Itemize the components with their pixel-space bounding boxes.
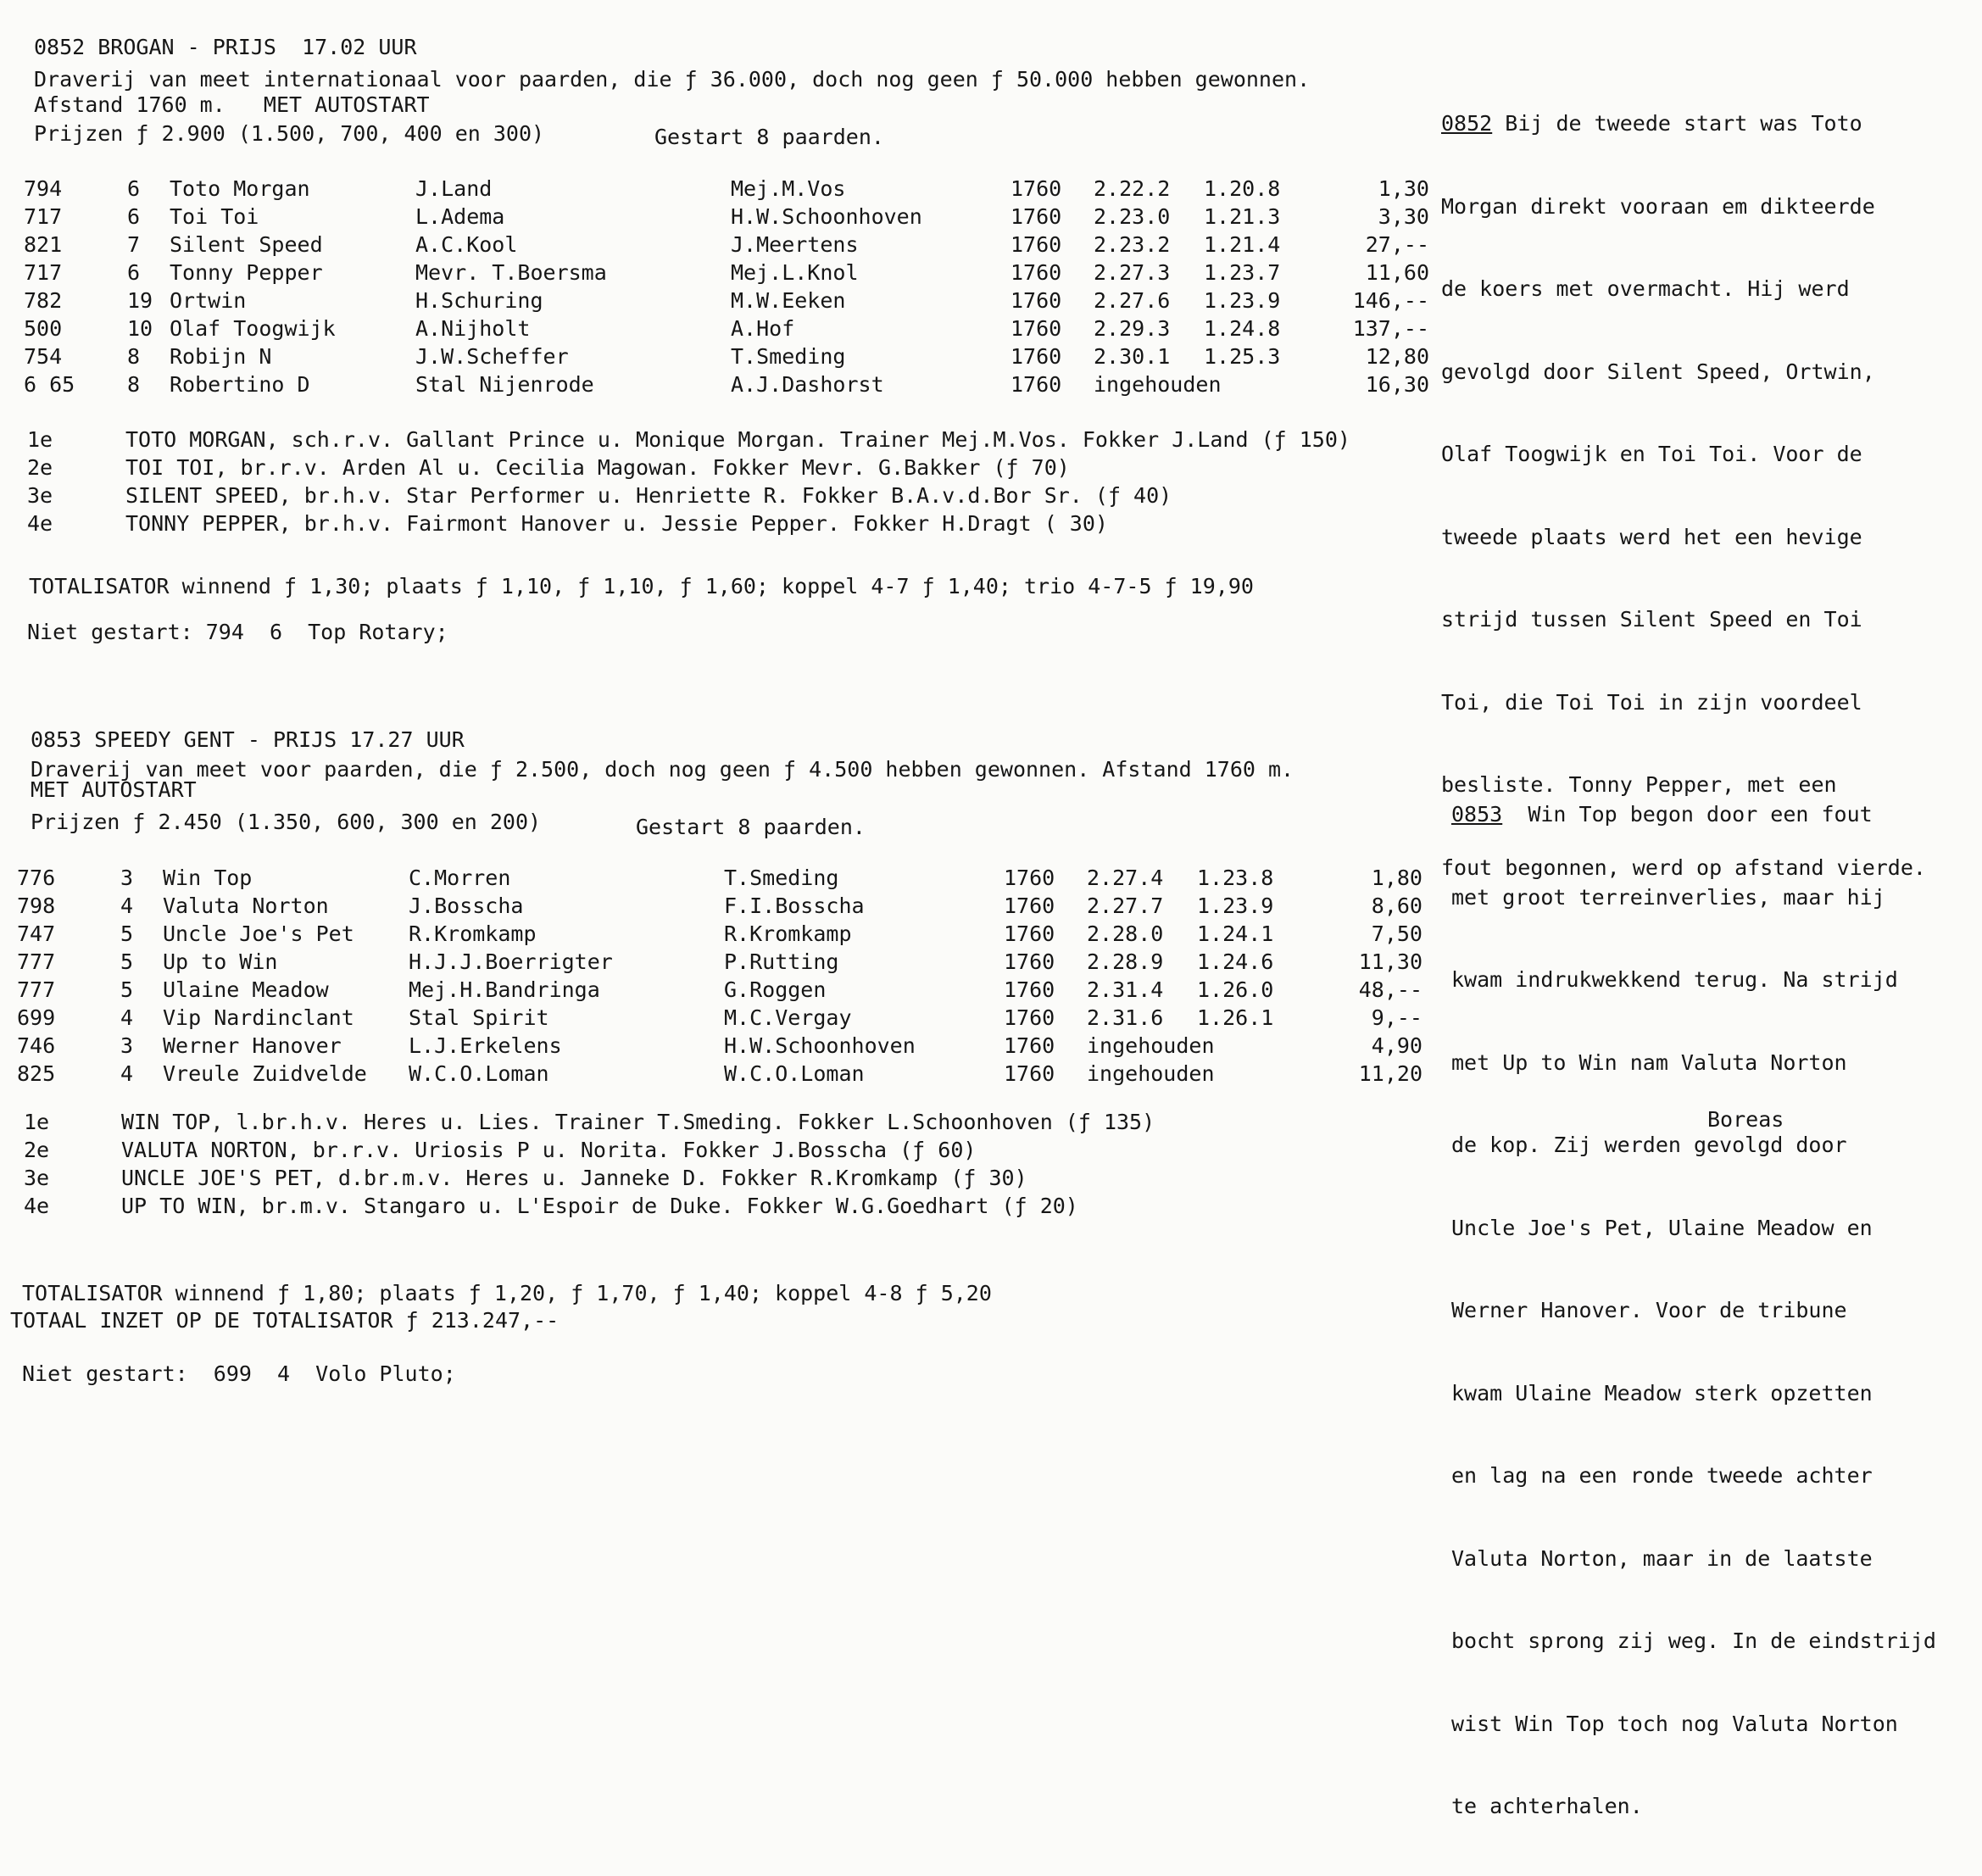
horse-name: Toi Toi [170,204,259,229]
owner-name: A.J.Dashorst [731,372,884,397]
race-heading: 0853 SPEEDY GENT - PRIJS 17.27 UUR [31,727,465,752]
commentary-line: strijd tussen Silent Speed en Toi [1441,607,1862,632]
driver-name: J.Bosscha [409,893,524,918]
horse-number: 825 [17,1061,56,1086]
table-row [0,371,1429,398]
driver-name: A.C.Kool [415,232,518,257]
commentary-line: Win Top begon door een fout [1502,802,1873,827]
commentary-id: 0853 [1451,802,1503,827]
driver-name: Stal Nijenrode [415,372,594,397]
horse-number: 717 [24,204,63,229]
table-row [0,921,1422,948]
commentary-line: de koers met overmacht. Hij werd [1441,276,1850,301]
table-row [0,203,1429,231]
race-time: ingehouden [1094,372,1222,397]
odds: 9,-- [1371,1005,1422,1030]
owner-name: Mej.L.Knol [731,260,859,285]
commentary-line: te achterhalen. [1451,1794,1643,1818]
race-time: ingehouden [1087,1061,1215,1086]
start-position: 6 [127,176,141,201]
distance: 1760 [1004,866,1055,890]
race-time: 2.27.3 [1094,260,1171,285]
race-time: 2.27.6 [1094,288,1171,313]
odds: 1,80 [1371,866,1422,890]
start-position: 5 [120,921,134,946]
start-position: 4 [120,893,134,918]
commentary-line: tweede plaats werd het een hevige [1441,524,1862,549]
race-started: Gestart 8 paarden. [636,815,866,839]
owner-name: H.W.Schoonhoven [731,204,922,229]
owner-name: Mej.M.Vos [731,176,846,201]
commentary-line: kwam indrukwekkend terug. Na strijd [1451,967,1898,992]
km-time: 1.25.3 [1204,344,1281,369]
odds: 7,50 [1371,921,1422,946]
horse-name: Silent Speed [170,232,323,257]
owner-name: M.W.Eeken [731,288,846,313]
placing-text: UNCLE JOE'S PET, d.br.m.v. Heres u. Janneke D. Fokker R.Kromkamp (ƒ 30) [121,1166,1027,1190]
race-prizes: Prijzen ƒ 2.900 (1.500, 700, 400 en 300) [34,121,545,146]
odds: 1,30 [1378,176,1429,201]
distance: 1760 [1004,893,1055,918]
km-time: 1.24.6 [1197,949,1274,974]
horse-name: Uncle Joe's Pet [163,921,354,946]
distance: 1760 [1004,1033,1055,1058]
horse-number: 794 [24,176,63,201]
table-row [0,1033,1422,1060]
driver-name: L.Adema [415,204,505,229]
race-time: 2.22.2 [1094,176,1171,201]
race-time: 2.28.0 [1087,921,1164,946]
start-position: 5 [120,949,134,974]
commentary-line: fout begonnen, werd op afstand vierde. [1441,854,1926,880]
table-row [0,949,1422,976]
owner-name: P.Rutting [724,949,839,974]
km-time: 1.23.7 [1204,260,1281,285]
km-time: 1.23.9 [1204,288,1281,313]
horse-name: Robijn N [170,344,272,369]
commentary-line: Werner Hanover. Voor de tribune [1451,1298,1847,1322]
placing-text: TOTO MORGAN, sch.r.v. Gallant Prince u. Monique Morgan. Trainer Mej.M.Vos. Fokker J.Land (ƒ 150) [125,427,1350,452]
commentary-line: met Up to Win nam Valuta Norton [1451,1049,1847,1075]
horse-number: 754 [24,344,63,369]
race-time: 2.27.4 [1087,866,1164,890]
start-position: 3 [120,1033,134,1058]
horse-number: 699 [17,1005,56,1030]
start-position: 3 [120,866,134,890]
table-row [0,1005,1422,1032]
start-position: 4 [120,1061,134,1086]
horse-number: 500 [24,316,63,341]
race-time: 2.27.7 [1087,893,1164,918]
commentary-line: bocht sprong zij weg. In de eindstrijd [1451,1628,1936,1653]
odds: 11,20 [1358,1061,1422,1086]
odds: 48,-- [1358,977,1422,1002]
race-time: ingehouden [1087,1033,1215,1058]
race-heading: 0852 BROGAN - PRIJS 17.02 UUR [34,35,417,59]
race-time: 2.23.0 [1094,204,1171,229]
placing-rank: 1e [27,427,53,452]
race-time: 2.23.2 [1094,232,1171,257]
start-position: 19 [127,288,153,313]
owner-name: T.Smeding [731,344,846,369]
table-row [0,977,1422,1004]
table-row [0,231,1429,259]
table-row [0,287,1429,315]
commentary-line: besliste. Tonny Pepper, met een [1441,772,1837,797]
distance: 1760 [1010,260,1062,285]
horse-name: Olaf Toogwijk [170,316,336,341]
race-time: 2.31.6 [1087,1005,1164,1030]
totalisator: TOTALISATOR winnend ƒ 1,30; plaats ƒ 1,10, ƒ 1,10, ƒ 1,60; koppel 4-7 ƒ 1,40; trio 4-7-5 ƒ 19,90 [29,574,1254,598]
odds: 8,60 [1371,893,1422,918]
driver-name: C.Morren [409,866,511,890]
distance: 1760 [1010,372,1062,397]
race-distance: MET AUTOSTART [31,777,197,802]
race-time: 2.29.3 [1094,316,1171,341]
horse-number: 777 [17,977,56,1002]
owner-name: W.C.O.Loman [724,1061,865,1086]
start-position: 6 [127,204,141,229]
driver-name: H.Schuring [415,288,543,313]
km-time: 1.20.8 [1204,176,1281,201]
distance: 1760 [1010,232,1062,257]
placing-rank: 1e [24,1110,50,1134]
odds: 4,90 [1371,1033,1422,1058]
start-position: 8 [127,372,141,397]
horse-name: Werner Hanover [163,1033,342,1058]
results-table [0,865,1434,1094]
distance: 1760 [1010,204,1062,229]
odds: 11,30 [1358,949,1422,974]
commentary-line: gevolgd door Silent Speed, Ortwin, [1441,359,1875,384]
placing-text: UP TO WIN, br.m.v. Stangaro u. L'Espoir de Duke. Fokker W.G.Goedhart (ƒ 20) [121,1194,1078,1218]
distance: 1760 [1010,176,1062,201]
driver-name: Mej.H.Bandringa [409,977,600,1002]
table-row [0,893,1422,920]
commentary-line: wist Win Top toch nog Valuta Norton [1451,1711,1898,1736]
owner-name: R.Kromkamp [724,921,852,946]
placing-rank: 4e [27,511,53,536]
distance: 1760 [1004,977,1055,1002]
distance: 1760 [1010,316,1062,341]
start-position: 7 [127,232,141,257]
driver-name: L.J.Erkelens [409,1033,562,1058]
odds: 137,-- [1352,316,1429,341]
placing-rank: 3e [27,483,53,508]
horse-name: Valuta Norton [163,893,329,918]
not-started: Niet gestart: 794 6 Top Rotary; [27,620,448,644]
placing-rank: 4e [24,1194,50,1218]
placing-text: VALUTA NORTON, br.r.v. Uriosis P u. Norita. Fokker J.Bosscha (ƒ 60) [121,1138,977,1162]
odds: 27,-- [1365,232,1429,257]
horse-number: 747 [17,921,56,946]
commentary-line: Toi, die Toi Toi in zijn voordeel [1441,689,1862,715]
table-row [0,865,1422,892]
distance: 1760 [1004,1061,1055,1086]
commentary-line: met groot terreinverlies, maar hij [1451,884,1885,910]
driver-name: Mevr. T.Boersma [415,260,607,285]
placing-text: SILENT SPEED, br.h.v. Star Performer u. Henriette R. Fokker B.A.v.d.Bor Sr. (ƒ 40) [125,483,1172,508]
horse-name: Ulaine Meadow [163,977,329,1002]
owner-name: M.C.Vergay [724,1005,852,1030]
horse-name: Ortwin [170,288,247,313]
table-row [0,1060,1422,1088]
driver-name: J.Land [415,176,493,201]
odds: 146,-- [1352,288,1429,313]
odds: 11,60 [1365,260,1429,285]
commentary-line: Morgan direkt vooraan em dikteerde [1441,193,1875,219]
horse-name: Toto Morgan [170,176,310,201]
km-time: 1.26.1 [1197,1005,1274,1030]
commentary-line: de kop. Zij werden gevolgd door [1451,1133,1847,1157]
horse-number: 746 [17,1033,56,1058]
driver-name: H.J.J.Boerrigter [409,949,613,974]
start-position: 10 [127,316,153,341]
table-row [0,175,1429,203]
race-distance: Afstand 1760 m. MET AUTOSTART [34,92,430,117]
placing-text: TONNY PEPPER, br.h.v. Fairmont Hanover u. Jessie Pepper. Fokker H.Dragt ( 30) [125,511,1108,536]
placing-rank: 2e [27,455,53,480]
placing-rank: 3e [24,1166,50,1190]
horse-number: 777 [17,949,56,974]
driver-name: J.W.Scheffer [415,344,569,369]
horse-name: Vip Nardinclant [163,1005,354,1030]
race-time: 2.30.1 [1094,344,1171,369]
km-time: 1.21.3 [1204,204,1281,229]
commentary-line: kwam Ulaine Meadow sterk opzetten [1451,1380,1873,1406]
owner-name: J.Meertens [731,232,859,257]
commentary-line: en lag na een ronde tweede achter [1451,1463,1873,1488]
km-time: 1.26.0 [1197,977,1274,1002]
horse-number: 798 [17,893,56,918]
owner-name: H.W.Schoonhoven [724,1033,916,1058]
km-time: 1.23.8 [1197,866,1274,890]
km-time: 1.24.8 [1204,316,1281,341]
total-stake: TOTAAL INZET OP DE TOTALISATOR ƒ 213.247,-- [10,1308,560,1333]
distance: 1760 [1004,1005,1055,1030]
horse-number: 821 [24,232,63,257]
race-description: Draverij van meet voor paarden, die ƒ 2.500, doch nog geen ƒ 4.500 hebben gewonnen. Afstand 1760 m. [31,757,1294,782]
driver-name: Stal Spirit [409,1005,549,1030]
commentary-line: Olaf Toogwijk en Toi Toi. Voor de [1441,442,1862,466]
race-started: Gestart 8 paarden. [654,125,884,149]
km-time: 1.24.1 [1197,921,1274,946]
table-row [0,343,1429,370]
driver-name: W.C.O.Loman [409,1061,549,1086]
horse-number: 6 65 [24,372,75,397]
distance: 1760 [1010,288,1062,313]
race-time: 2.28.9 [1087,949,1164,974]
owner-name: T.Smeding [724,866,839,890]
owner-name: G.Roggen [724,977,827,1002]
author-signature: Boreas [1707,1107,1784,1132]
horse-name: Robertino D [170,372,310,397]
odds: 3,30 [1378,204,1429,229]
horse-name: Tonny Pepper [170,260,323,285]
placing-text: TOI TOI, br.r.v. Arden Al u. Cecilia Magowan. Fokker Mevr. G.Bakker (ƒ 70) [125,455,1070,480]
placing-text: WIN TOP, l.br.h.v. Heres u. Lies. Trainer T.Smeding. Fokker L.Schoonhoven (ƒ 135) [121,1110,1155,1134]
distance: 1760 [1004,921,1055,946]
driver-name: R.Kromkamp [409,921,537,946]
placing-rank: 2e [24,1138,50,1162]
commentary-id: 0852 [1441,111,1493,136]
horse-number: 782 [24,288,63,313]
results-table [0,175,1441,404]
horse-number: 776 [17,866,56,890]
horse-name: Up to Win [163,949,278,974]
start-position: 8 [127,344,141,369]
start-position: 5 [120,977,134,1002]
table-row [0,259,1429,287]
race-prizes: Prijzen ƒ 2.450 (1.350, 600, 300 en 200) [31,810,542,834]
start-position: 4 [120,1005,134,1030]
table-row [0,315,1429,342]
horse-name: Win Top [163,866,253,890]
not-started: Niet gestart: 699 4 Volo Pluto; [22,1361,456,1386]
race-commentary [1451,746,1936,1876]
commentary-line: Uncle Joe's Pet, Ulaine Meadow en [1451,1215,1873,1240]
odds: 12,80 [1365,344,1429,369]
commentary-line: Valuta Norton, maar in de laatste [1451,1545,1873,1571]
driver-name: A.Nijholt [415,316,531,341]
odds: 16,30 [1365,372,1429,397]
owner-name: F.I.Bosscha [724,893,865,918]
distance: 1760 [1004,949,1055,974]
horse-name: Vreule Zuidvelde [163,1061,367,1086]
horse-number: 717 [24,260,63,285]
owner-name: A.Hof [731,316,795,341]
distance: 1760 [1010,344,1062,369]
km-time: 1.21.4 [1204,232,1281,257]
start-position: 6 [127,260,141,285]
race-description: Draverij van meet internationaal voor paarden, die ƒ 36.000, doch nog geen ƒ 50.000 hebben gewonnen. [34,67,1311,92]
totalisator: TOTALISATOR winnend ƒ 1,80; plaats ƒ 1,20, ƒ 1,70, ƒ 1,40; koppel 4-8 ƒ 5,20 [22,1281,992,1305]
commentary-line: Bij de tweede start was Toto [1492,111,1862,136]
km-time: 1.23.9 [1197,893,1274,918]
race-time: 2.31.4 [1087,977,1164,1002]
